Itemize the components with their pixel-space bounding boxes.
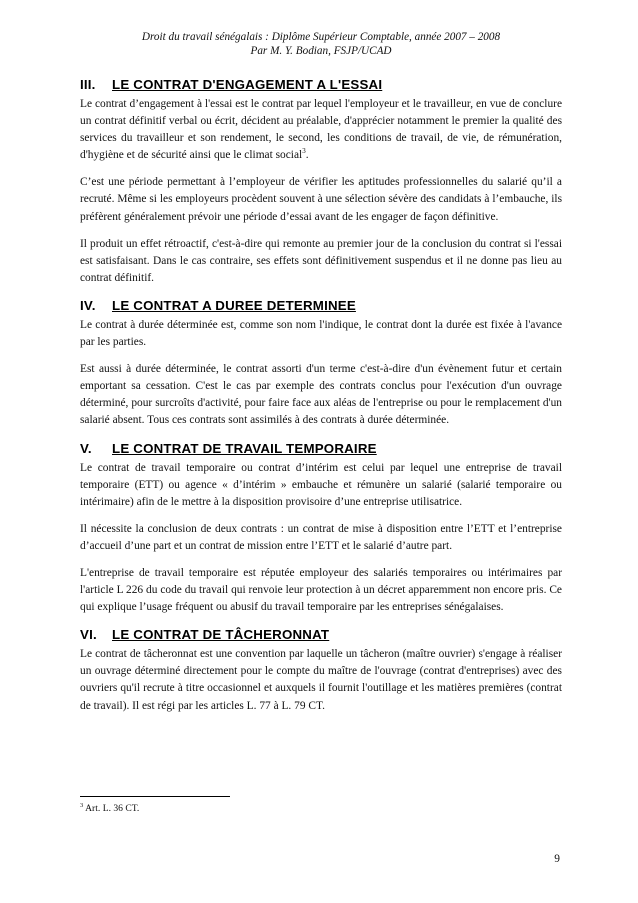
section-title: LE CONTRAT DE TRAVAIL TEMPORAIRE — [112, 440, 377, 456]
section-iii — [80, 76, 562, 287]
document-page — [80, 30, 562, 725]
section-heading — [80, 440, 562, 457]
section-heading — [80, 297, 562, 314]
paragraph: Le contrat d’engagement à l'essai est le contrat par lequel l'employeur et le travailleur, en vue de conclure un contrat définitif verbal ou écrit, décident au préalable, d'apprécier notamment le premier la qualité des services du travailleur et son rendement, le second, les conditions de travail, de vie, de rémunération, d'hygiène et de sécurité ainsi que le climat social$^3$. — [80, 98, 562, 162]
footnote-text: Art. L. 36 CT. — [85, 803, 140, 814]
section-v — [80, 440, 562, 617]
footnote-number: 3 — [80, 801, 84, 809]
paragraph: Est aussi à durée déterminée, le contrat assorti d'un terme c'est-à-dire d'un évènement futur et certain emportant sa cessation. C'est le cas par exemple des contrats conclus pour l'exécution d'un ouvrage déterminé, pour surcroîts d'activité, pour faire face aux aléas de l'entreprise ou pour le remplacement d'un salarié absent. Tous ces contrats sont assimilés à des contrats à durée déterminée. — [80, 363, 562, 427]
section-iv — [80, 297, 562, 430]
section-title: LE CONTRAT A DUREE DETERMINEE — [112, 297, 356, 313]
footnote-ref[interactable]: 3 — [302, 147, 306, 156]
section-vi — [80, 626, 562, 714]
paragraph: Le contrat de tâcheronnat est une convention par laquelle un tâcheron (maître ouvrier) s'engage à réaliser un ouvrage déterminé directement pour le compte du maître de l'ouvrage (contrat d'entreprises) avec des ouvriers qu'il recrute à titre occasionnel et auxquels il fournit l'outillage et les matières premières (contrat de travail). Il est régi par les articles L. 77 à L. 79 CT. — [80, 648, 562, 712]
paragraph: Il nécessite la conclusion de deux contrats : un contrat de mise à disposition entre l’ETT et l’entreprise d’accueil d’une part et un contrat de mission entre l’ETT et le salarié d’autre part. — [80, 522, 562, 552]
section-number: III. — [80, 77, 96, 92]
footnote — [80, 803, 139, 815]
paragraph: Il produit un effet rétroactif, c'est-à-dire qui remonte au premier jour de la conclusion du contrat si l'essai est satisfaisant. Dans le cas contraire, ses effets sont définitivement suspendus et il ne donne pas lieu au contrat définitif. — [80, 237, 562, 284]
section-number: VI. — [80, 627, 97, 643]
header-line-2: Par M. Y. Bodian, FSJP/UCAD — [250, 45, 392, 57]
running-header — [80, 30, 562, 58]
paragraph: Le contrat de travail temporaire ou contrat d’intérim est celui par lequel une entreprise de travail temporaire (ETT) ou agence « d’intérim » embauche et rémunère un salarié (salarié temporaire ou intérimaire) afin de le mettre à la disposition provisoire d’une entreprise utilisatrice. — [80, 461, 562, 508]
section-heading — [80, 626, 562, 643]
paragraph: C’est une période permettant à l’employeur de vérifier les aptitudes professionnelles du salarié qu’il a recruté. Même si les employeurs procèdent souvent à une sélection sévère des candidats à l’embauche, ils préfèrent généralement prévoir une période d’essai avant de les engager de façon définitive. — [80, 176, 562, 223]
page-number: 9 — [554, 853, 560, 865]
section-title: LE CONTRAT DE TÂCHERONNAT — [112, 627, 330, 643]
section-number: V. — [80, 440, 92, 456]
paragraph: L'entreprise de travail temporaire est réputée employeur des salariés temporaires ou intérimaires par l'article L 226 du code du travail qui renvoie leur protection à un décret apparemment non encore pris. Ce qui explique l’usage fréquent ou abusif du travail temporaire par les entreprises sénégalaises. — [80, 566, 562, 614]
header-line-1: Droit du travail sénégalais : Diplôme Supérieur Comptable, année 2007 – 2008 — [141, 31, 501, 43]
section-title: LE CONTRAT D'ENGAGEMENT A L'ESSAI — [112, 77, 383, 92]
paragraph: Le contrat à durée déterminée est, comme son nom l'indique, le contrat dont la durée est fixée à l'avance par les parties. — [80, 318, 562, 349]
section-number: IV. — [80, 297, 96, 313]
section-heading — [80, 76, 562, 93]
footnote-divider — [80, 796, 230, 797]
